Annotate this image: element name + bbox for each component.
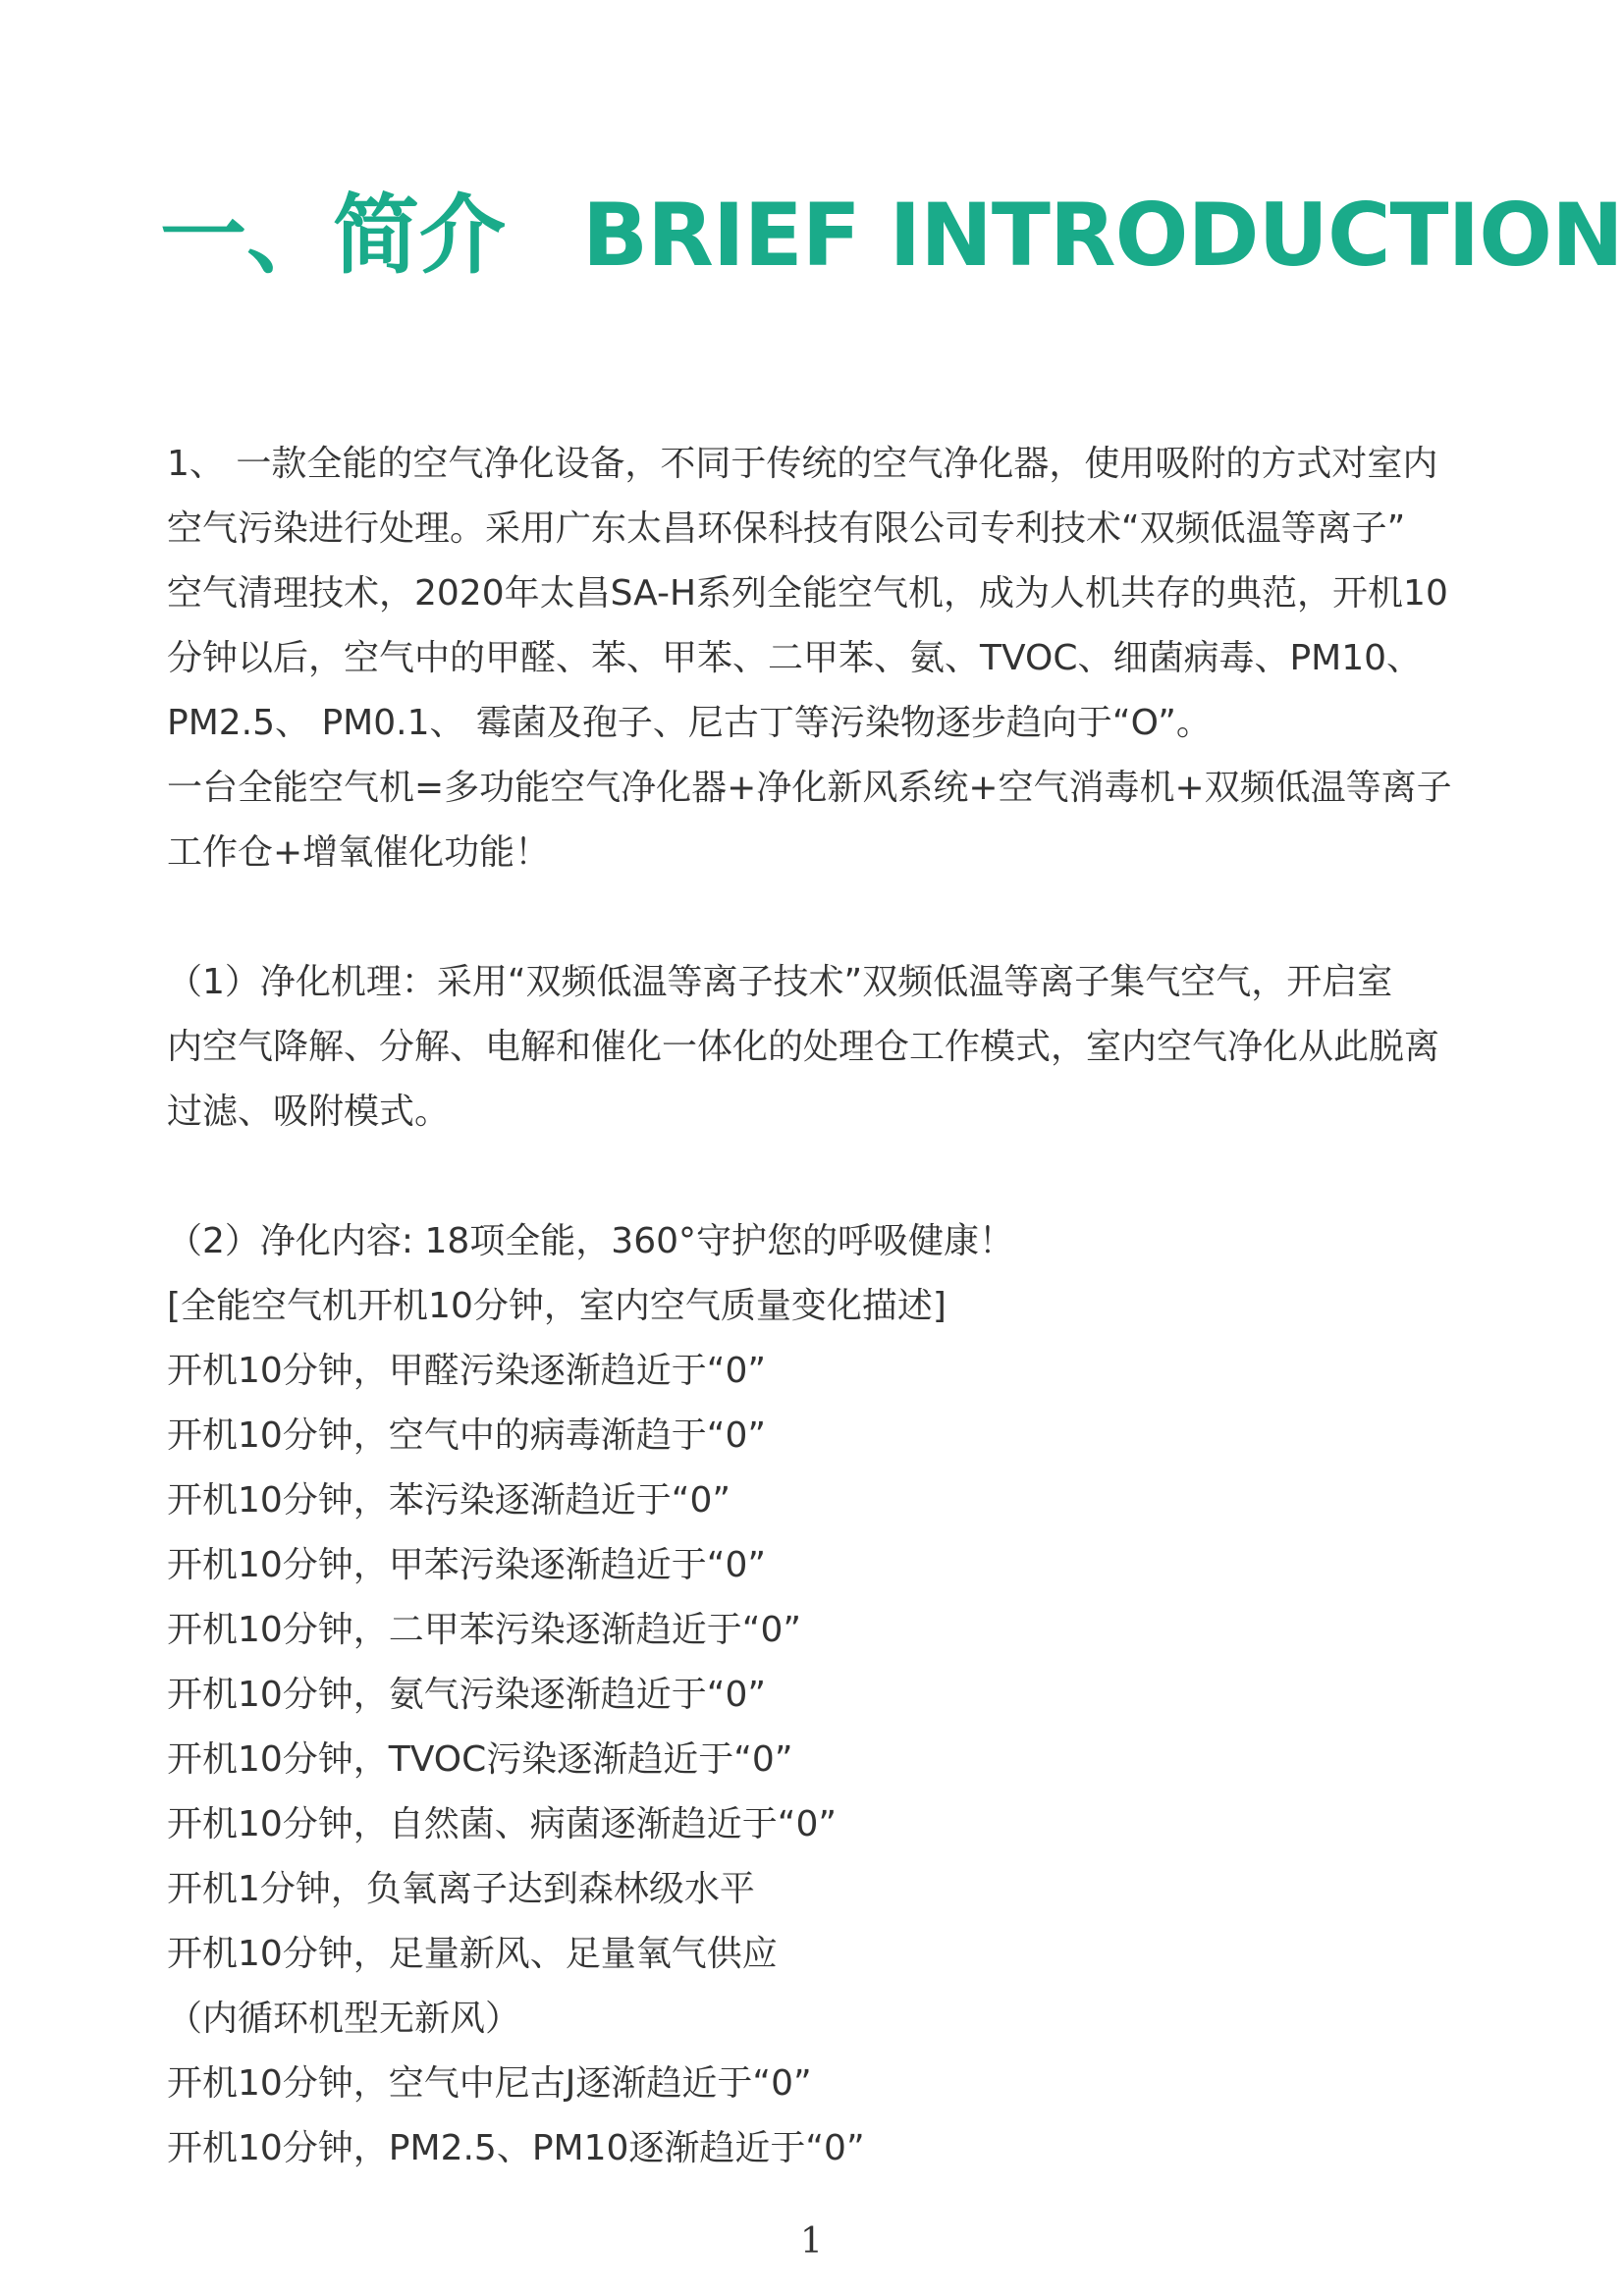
content-line: 开机10分钟，TVOC污染逐渐趋近于“0” bbox=[167, 1739, 793, 1780]
mechanism-section bbox=[167, 950, 1502, 1145]
mechanism-line: 过滤、吸附模式。 bbox=[167, 1092, 451, 1132]
page-title bbox=[160, 182, 1623, 290]
intro-line: 空气污染进行处理。采用广东太昌环保科技有限公司专利技术“双频低温等离子” bbox=[167, 508, 1406, 549]
content-line: 开机10分钟，PM2.5、PM10逐渐趋近于“0” bbox=[167, 2128, 865, 2168]
content-line: 开机10分钟，甲苯污染逐渐趋近于“0” bbox=[167, 1545, 767, 1585]
content-line: （2）净化内容: 18项全能，360°守护您的呼吸健康！ bbox=[167, 1221, 1014, 1261]
title-english: BRIEF INTRODUCTION bbox=[582, 185, 1623, 286]
section-spacer bbox=[167, 1145, 1502, 1209]
intro-line: PM2.5、 PM0.1、 霉菌及孢子、尼古丁等污染物逐步趋向于“O”。 bbox=[167, 703, 1212, 743]
content-line: 开机10分钟，足量新风、足量氧气供应 bbox=[167, 1934, 778, 1974]
intro-section bbox=[167, 432, 1502, 885]
mechanism-line: （1）净化机理：采用“双频低温等离子技术”双频低温等离子集气空气，开启室 bbox=[167, 962, 1393, 1002]
intro-line: 1、 一款全能的空气净化设备，不同于传统的空气净化器，使用吸附的方式对室内 bbox=[167, 444, 1438, 484]
title-chinese: 一、简介 bbox=[160, 185, 507, 286]
content-line: 开机10分钟，二甲苯污染逐渐趋近于“0” bbox=[167, 1610, 802, 1650]
document-body bbox=[167, 432, 1502, 2181]
page-number: 1 bbox=[800, 2221, 823, 2262]
content-line: 开机1分钟，负氧离子达到森林级水平 bbox=[167, 1869, 755, 1909]
mechanism-line: 内空气降解、分解、电解和催化一体化的处理仓工作模式，室内空气净化从此脱离 bbox=[167, 1027, 1440, 1067]
content-line: 开机10分钟，苯污染逐渐趋近于“0” bbox=[167, 1480, 731, 1521]
intro-line: 工作仓+增氧催化功能！ bbox=[167, 832, 551, 873]
content-line: 开机10分钟，甲醛污染逐渐趋近于“0” bbox=[167, 1351, 767, 1391]
content-line: 开机10分钟，氨气污染逐渐趋近于“0” bbox=[167, 1675, 767, 1715]
content-line: [全能空气机开机10分钟，室内空气质量变化描述] bbox=[167, 1286, 947, 1326]
intro-line: 一台全能空气机=多功能空气净化器+净化新风系统+空气消毒机+双频低温等离子 bbox=[167, 768, 1452, 808]
content-line: （内循环机型无新风） bbox=[167, 1999, 521, 2039]
intro-line: 空气清理技术，2020年太昌SA-H系列全能空气机，成为人机共存的典范，开机10 bbox=[167, 573, 1448, 614]
content-section bbox=[167, 1209, 1502, 2181]
intro-line: 分钟以后，空气中的甲醛、苯、甲苯、二甲苯、氨、TVOC、细菌病毒、PM10、 bbox=[167, 638, 1423, 678]
content-line: 开机10分钟，空气中尼古J逐渐趋近于“0” bbox=[167, 2063, 812, 2104]
section-spacer bbox=[167, 885, 1502, 950]
content-line: 开机10分钟，自然菌、病菌逐渐趋近于“0” bbox=[167, 1804, 838, 1844]
content-line: 开机10分钟，空气中的病毒渐趋于“0” bbox=[167, 1415, 767, 1456]
